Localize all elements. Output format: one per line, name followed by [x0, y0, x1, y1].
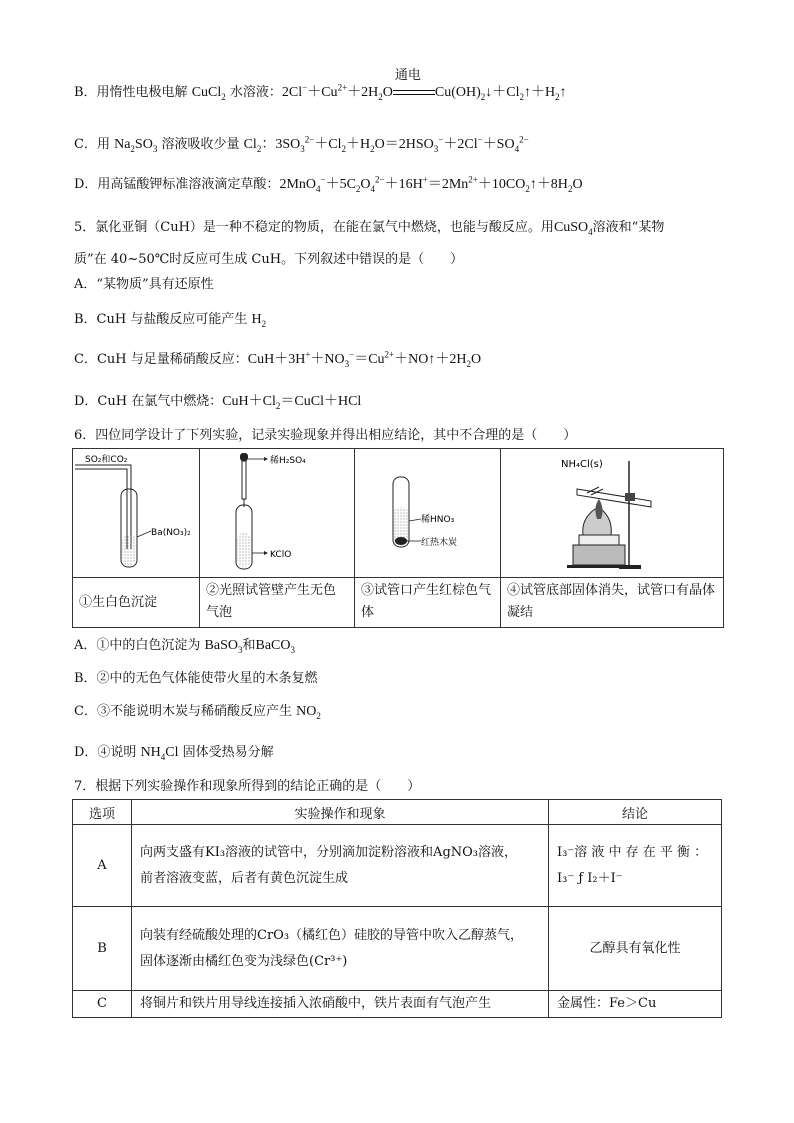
q7-row-b-label: B: [73, 907, 132, 991]
exp3-carbon-label: 红热木炭: [421, 538, 458, 548]
q6-stem: 6．四位同学设计了下列实验，记录实验现象并得出相应结论，其中不合理的是（ ）: [74, 428, 577, 443]
exp3-acid-label: 稀HNO₃: [421, 515, 455, 525]
experiment-2-result: ②光照试管壁产生无色气泡: [200, 578, 355, 628]
exp4-solid-label: NH₄Cl(s): [561, 459, 603, 470]
exp1-solution-label: Ba(NO₃)₂: [151, 528, 191, 538]
q7-header-option: 选项: [73, 800, 132, 825]
exp2-acid-label: 稀H₂SO₄: [270, 456, 306, 466]
q5-option-b: B．CuH 与盐酸反应可能产生 $H_2$: [74, 312, 267, 329]
experiment-1-diagram: [73, 449, 200, 578]
q7-row-a-label: A: [73, 825, 132, 907]
q6-option-c: C．③不能说明木炭与稀硝酸反应产生 $NO_2$: [74, 704, 321, 721]
q5-option-a: A．“某物质”具有还原性: [74, 277, 214, 292]
electrolysis-arrow: 通电: [393, 86, 435, 100]
q7-table: [72, 799, 722, 1018]
q5-option-d: D．CuH 在氯气中燃烧：$CuH+Cl_2=CuCl+HCl$: [74, 394, 362, 411]
q7-row-a-conclusion: I₃⁻溶 液 中 存 在 平 衡 ： I₃⁻ ƒ I₂＋I⁻: [549, 825, 722, 907]
experiment-3-diagram: [355, 449, 501, 578]
experiment-4-diagram: [501, 449, 724, 578]
experiment-1-result: ①生白色沉淀: [73, 578, 200, 628]
q7-row-a-operation: 向两支盛有KI₃溶液的试管中，分别滴加淀粉溶液和AgNO₃溶液， 前者溶液变蓝，后者有黄色沉淀生成: [132, 825, 549, 907]
q6-option-d: D．④说明 $NH_4Cl$ 固体受热易分解: [74, 745, 274, 762]
experiment-2-diagram: [200, 449, 355, 578]
q6-option-b: B．②中的无色气体能使带火星的木条复燃: [74, 671, 318, 686]
q5-stem-line1: 5．氯化亚铜（CuH）是一种不稳定的物质，在能在氯气中燃烧，也能与酸反应。用CuSO$_4$溶液和“某物: [74, 220, 665, 237]
q7-header-operation: 实验操作和现象: [132, 800, 549, 825]
q7-row-c-conclusion: 金属性：Fe＞Cu: [549, 991, 722, 1018]
experiment-4-result: ④试管底部固体消失，试管口有晶体凝结: [501, 578, 724, 628]
q4-option-c: C．用 $Na_2SO_3$ 溶液吸收少量 $Cl_2$：$3SO_3^{2-}+Cl_2+H_2O=2HSO_3^-+2Cl^-+SO_4^{2-}$: [74, 134, 529, 154]
q5-option-c: C．CuH 与足量稀硝酸反应：$CuH+3H^++NO_3^-=Cu^{2+}+NO↑+2H_2O$: [74, 349, 482, 369]
q7-stem: 7．根据下列实验操作和现象所得到的结论正确的是（ ）: [74, 779, 421, 794]
q7-header-conclusion: 结论: [549, 800, 722, 825]
q7-row-c-label: C: [73, 991, 132, 1018]
q4-option-d: D．用高锰酸钾标准溶液滴定草酸：$2MnO_4^-+5C_2O_4^{2-}+16H^+=2Mn^{2+}+10CO_2↑+8H_2O$: [74, 174, 583, 194]
experiment-3-result: ③试管口产生红棕色气体: [355, 578, 501, 628]
q5-stem-line2: 质”在 40~50℃时反应可生成 CuH。下列叙述中错误的是（ ）: [74, 252, 464, 267]
exp2-solution-label: KClO: [270, 550, 292, 560]
q7-row-c-operation: 将铜片和铁片用导线连接插入浓硝酸中，铁片表面有气泡产生: [132, 991, 549, 1018]
q7-row-b-operation: 向装有经硫酸处理的CrO₃（橘红色）硅胶的导管中吹入乙醇蒸气， 固体逐渐由橘红色变为浅绿色(Cr³⁺): [132, 907, 549, 991]
q6-experiment-table: [72, 448, 724, 628]
q4-option-b: B．用惰性电极电解 CuCl$_2$ 水溶液：$2Cl^-+Cu^{2+}+2H_2O$ 通电 $Cu(OH)_2↓+Cl_2↑+H_2↑$: [74, 67, 567, 102]
exp1-gas-label: SO₂和CO₂: [85, 455, 128, 465]
q7-row-b-conclusion: 乙醇具有氧化性: [549, 907, 722, 991]
q6-option-a: A．①中的白色沉淀为 BaSO$_3$和BaCO$_3$: [74, 638, 295, 655]
